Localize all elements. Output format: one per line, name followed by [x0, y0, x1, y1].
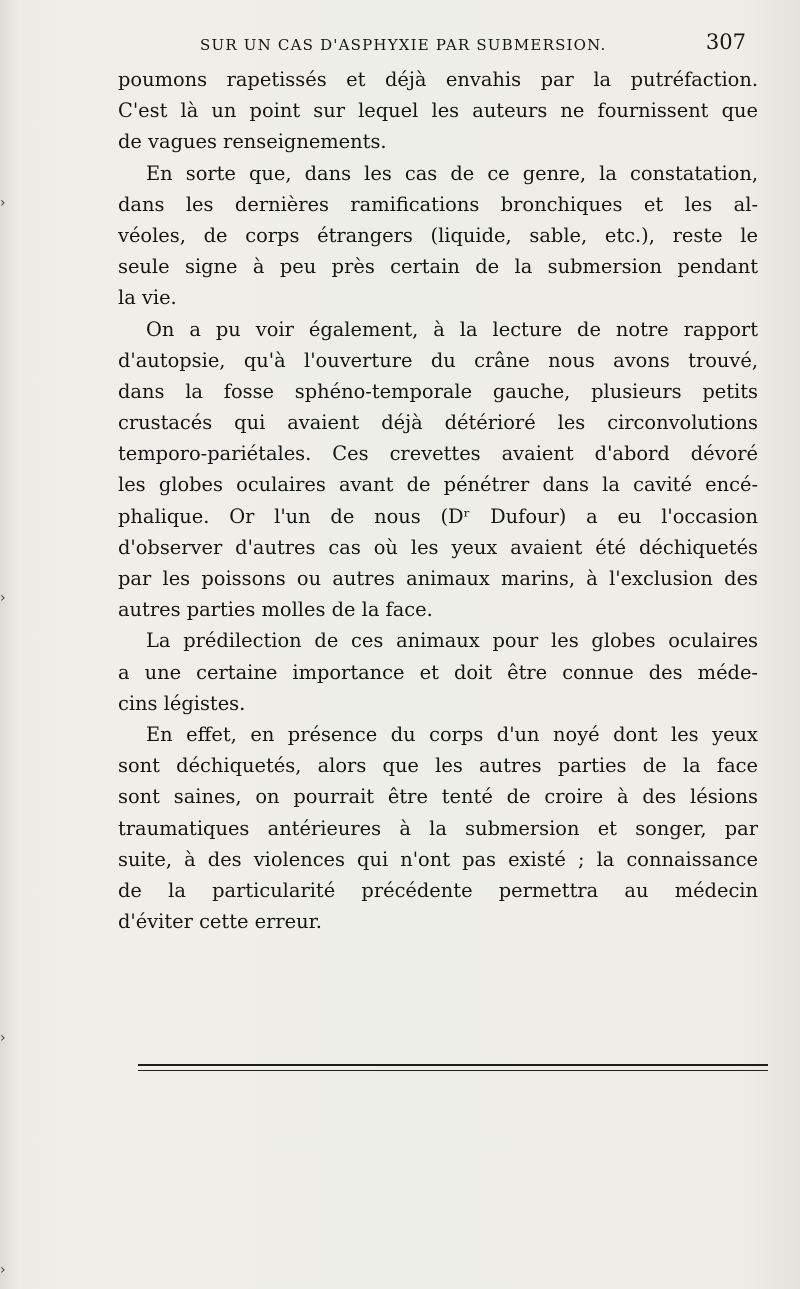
text-line: d'autopsie, qu'à l'ouverture du crâne nous avons trouvé,: [118, 348, 758, 372]
text-line: la vie.: [118, 286, 177, 310]
text-line: dans la fosse sphéno-temporale gauche, plusieurs petits: [118, 379, 758, 403]
margin-mark: ›: [0, 195, 6, 211]
text-line: autres parties molles de la face.: [118, 598, 433, 622]
page-header: [118, 30, 758, 64]
text-line: de la particularité précédente permettra au médecin: [118, 878, 758, 902]
text-line: En sorte que, dans les cas de ce genre, la constatation,: [146, 161, 758, 185]
section-rule-thin: [138, 1070, 768, 1071]
text-line: crustacés qui avaient déjà détérioré les circonvolutions: [118, 411, 758, 435]
margin-mark: ›: [0, 590, 6, 606]
running-head: SUR UN CAS D'ASPHYXIE PAR SUBMERSION.: [200, 36, 607, 54]
margin-mark: ›: [0, 1262, 6, 1278]
page-number: 307: [705, 30, 746, 54]
text-line: les globes oculaires avant de pénétrer dans la cavité encé-: [118, 473, 758, 497]
text-line: C'est là un point sur lequel les auteurs ne fournissent que: [118, 99, 758, 123]
text-line: temporo-pariétales. Ces crevettes avaient d'abord dévoré: [118, 442, 758, 466]
text-line: d'observer d'autres cas où les yeux avaient été déchiquetés: [118, 535, 758, 559]
text-line: sont déchiquetés, alors que les autres parties de la face: [118, 754, 758, 778]
text-line: véoles, de corps étrangers (liquide, sable, etc.), reste le: [118, 223, 758, 247]
text-line: a une certaine importance et doit être connue des méde-: [118, 660, 758, 684]
text-line: seule signe à peu près certain de la submersion pendant: [118, 255, 758, 279]
text-line: suite, à des violences qui n'ont pas existé ; la connaissance: [118, 847, 758, 871]
body-text: [118, 64, 758, 937]
text-line: On a pu voir également, à la lecture de notre rapport: [146, 317, 758, 341]
text-line: phalique. Or l'un de nous (Dʳ Dufour) a eu l'occasion: [118, 504, 758, 528]
text-line: dans les dernières ramifications bronchiques et les al-: [118, 192, 758, 216]
text-line: poumons rapetissés et déjà envahis par la putréfaction.: [118, 68, 758, 91]
text-line: En effet, en présence du corps d'un noyé dont les yeux: [146, 722, 758, 746]
section-rule: [138, 1064, 768, 1066]
text-line: cins légistes.: [118, 691, 246, 715]
text-line: par les poissons ou autres animaux marins, à l'exclusion des: [118, 567, 758, 590]
text-line: traumatiques antérieures à la submersion et songer, par: [118, 816, 758, 840]
text-line: d'éviter cette erreur.: [118, 910, 322, 934]
text-line: sont saines, on pourrait être tenté de croire à des lésions: [118, 785, 758, 809]
text-line: La prédilection de ces animaux pour les globes oculaires: [146, 629, 758, 653]
text-line: de vagues renseignements.: [118, 130, 387, 154]
margin-mark: ›: [0, 1030, 6, 1046]
